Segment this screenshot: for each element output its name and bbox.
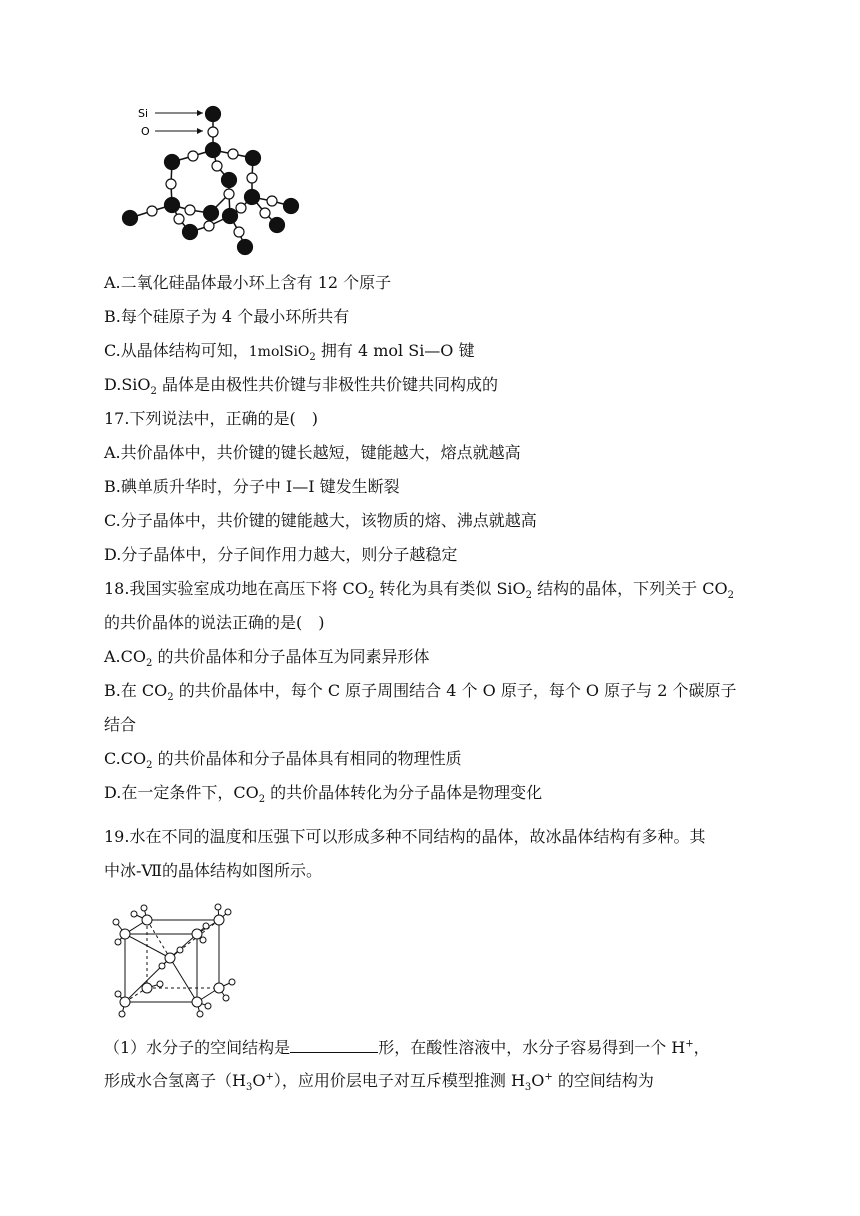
q17-option-b: B.碘单质升华时，分子中 I—I 键发生断裂 <box>104 477 400 496</box>
q17-stem: 17.下列说法中，正确的是( ) <box>104 409 318 428</box>
q17-option-a: A.共价晶体中，共价键的键长越短，键能越大，熔点就越高 <box>104 443 521 462</box>
q19-part1-line2-sup: + <box>265 1071 274 1083</box>
q16-option-b: B.每个硅原子为 4 个最小环所共有 <box>104 307 350 326</box>
q18-option-b-post: 的共价晶体中，每个 C 原子周围结合 4 个 O 原子，每个 O 原子与 2 个碳原子 <box>173 681 737 700</box>
q19-part1-line2-e: 的空间结构为 <box>552 1071 654 1090</box>
q16-option-a: A.二氧化硅晶体最小环上含有 12 个原子 <box>104 273 392 292</box>
legend-si-label: Si <box>138 107 149 120</box>
q19-part1-line2-d: O <box>531 1071 545 1090</box>
sio2-structure-diagram <box>115 98 315 262</box>
q18-option-a <box>104 646 429 668</box>
q19-part1-c: ， <box>693 1038 710 1057</box>
q19-part1-b-sup: + <box>685 1038 694 1050</box>
q16-option-d-post: 晶体是由极性共价键与非极性共价键共同构成的 <box>156 375 499 394</box>
q18-stem-1-sub: 2 <box>367 590 375 602</box>
ice-vii-structure-figure <box>108 898 248 1022</box>
legend-o-label: O <box>141 125 150 138</box>
q18-option-a-sub: 2 <box>146 658 153 670</box>
q16-option-c-sub: 2 <box>309 352 316 364</box>
q16-option-c-pre: C.从晶体结构可知， <box>104 341 249 360</box>
q18-stem <box>104 578 734 600</box>
q19-stem-line2: 中冰-Ⅶ的晶体结构如图所示。 <box>104 861 323 880</box>
q19-part1-line2-sub: 3 <box>245 1082 253 1094</box>
q18-stem-line2: 的共价晶体的说法正确的是( ) <box>104 613 325 632</box>
q16-option-c-formula: 1molSiO <box>248 344 310 360</box>
q17-option-d: D.分子晶体中，分子间作用力越大，则分子越稳定 <box>104 545 458 564</box>
q19-part1-line1 <box>104 1036 710 1059</box>
answer-blank-shape[interactable] <box>290 1036 378 1053</box>
q19-part1-line2 <box>104 1070 654 1092</box>
q19-part1-line2-a: 形成水合氢离子（H <box>104 1071 246 1090</box>
q18-stem-2-sub: 2 <box>525 590 533 602</box>
q18-option-d-pre: D.在一定条件下，CO <box>104 783 259 802</box>
q18-option-c-post: 的共价晶体和分子晶体具有相同的物理性质 <box>152 749 462 768</box>
q18-stem-3: 结构的晶体，下列关于 CO <box>532 579 728 598</box>
q18-option-b <box>104 680 736 702</box>
q19-part1-line2-c: ），应用价层电子对互斥模型推测 H <box>273 1071 525 1090</box>
q18-option-c-sub: 2 <box>146 760 153 772</box>
q18-option-d <box>104 782 542 804</box>
q17-option-c: C.分子晶体中，共价键的键能越大，该物质的熔、沸点就越高 <box>104 511 537 530</box>
q18-option-d-sub: 2 <box>258 794 266 806</box>
q19-part1-line2-sup2: + <box>544 1071 553 1083</box>
q19-part1-b: 形，在酸性溶液中，水分子容易得到一个 H <box>378 1038 686 1057</box>
q19-part1-line2-sub2: 3 <box>524 1082 532 1094</box>
q18-option-c-pre: C.CO <box>104 749 147 768</box>
q19-stem-line1: 19.水在不同的温度和压强下可以形成多种不同结构的晶体，故冰晶体结构有多种。其 <box>104 827 706 846</box>
q18-option-b-line2: 结合 <box>104 715 137 734</box>
q16-option-c-post: 拥有 4 mol Si—O 键 <box>315 341 475 360</box>
q18-stem-3-sub: 2 <box>727 590 734 602</box>
q18-option-b-sub: 2 <box>167 692 174 704</box>
sio2-structure-figure <box>115 98 315 262</box>
q18-option-b-pre: B.在 CO <box>104 681 168 700</box>
q18-option-a-post: 的共价晶体和分子晶体互为同素异形体 <box>152 647 430 666</box>
q16-option-d-sub: 2 <box>150 386 157 398</box>
q18-option-d-post: 的共价晶体转化为分子晶体是物理变化 <box>265 783 543 802</box>
q16-option-d <box>104 374 498 396</box>
q18-stem-1: 18.我国实验室成功地在高压下将 CO <box>104 579 368 598</box>
q16-option-d-pre: D.SiO <box>104 375 151 394</box>
q18-option-c <box>104 748 462 770</box>
q19-part1-a: （1）水分子的空间结构是 <box>104 1038 291 1057</box>
q19-part1-line2-b: O <box>252 1071 266 1090</box>
ice-vii-structure-diagram <box>108 898 248 1022</box>
q18-stem-2: 转化为具有类似 SiO <box>374 579 526 598</box>
q18-option-a-pre: A.CO <box>104 647 146 666</box>
q16-option-c <box>104 340 475 363</box>
